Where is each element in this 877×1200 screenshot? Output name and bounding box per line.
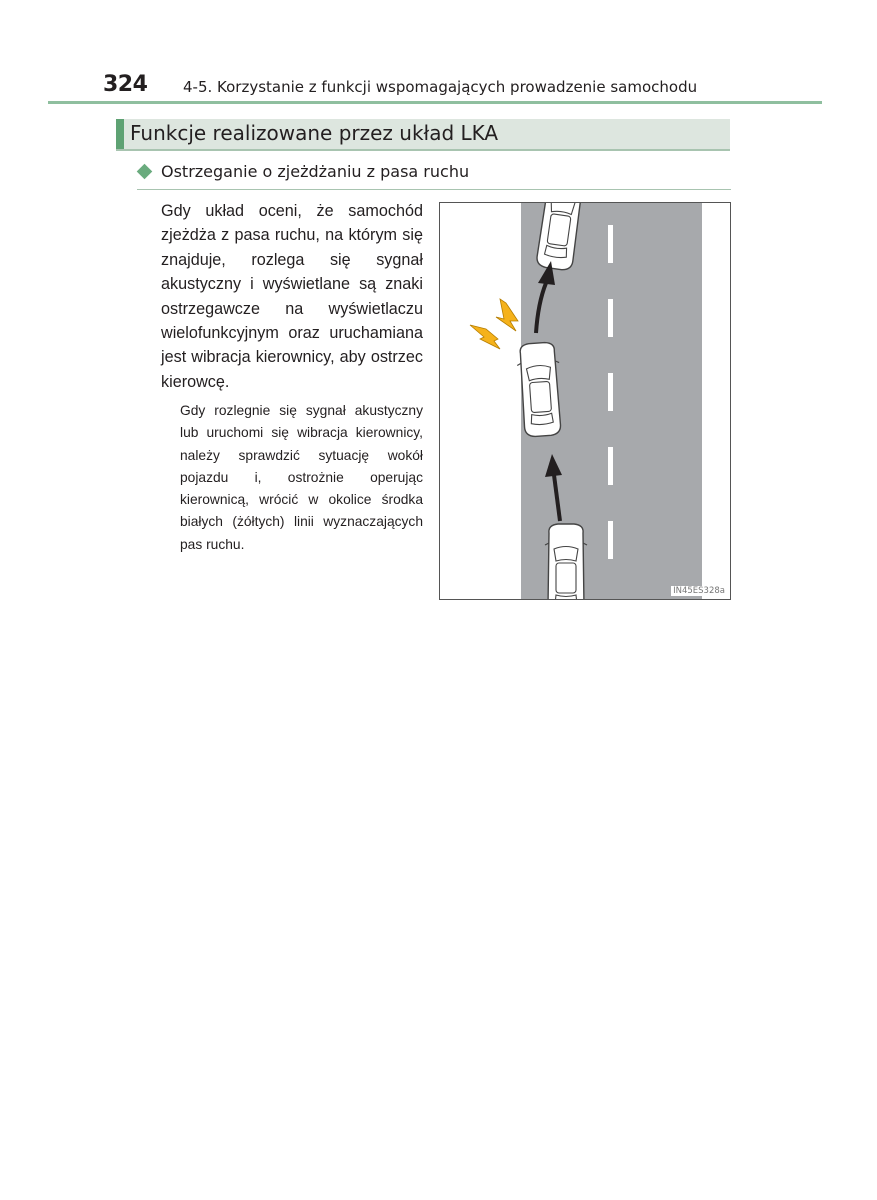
diamond-bullet-icon bbox=[137, 164, 153, 180]
car-behind bbox=[545, 524, 587, 599]
page-number: 324 bbox=[103, 72, 148, 97]
subsection-title: Ostrzeganie o zjeżdżaniu z pasa ruchu bbox=[161, 162, 470, 181]
left-edge-line bbox=[513, 203, 521, 599]
road-diagram bbox=[440, 203, 730, 599]
main-paragraph: Gdy układ oceni, że samochód zjeżdża z pasa ruchu, na którym się znajduje, rozlega się sygnał akustyczny i wyświetlane są znaki ostrzegawcze na wyświetlaczu wielofunkcyjnym oraz uruchamiana jest wibracja kierownicy, aby ostrzec kierowcę. bbox=[161, 202, 423, 391]
right-edge-line bbox=[702, 203, 710, 599]
section-heading-bar bbox=[116, 119, 730, 151]
subsection-divider bbox=[137, 189, 731, 190]
figure-code: IN45ES328a bbox=[673, 586, 725, 596]
subsection-heading bbox=[137, 162, 731, 190]
chapter-title: 4-5. Korzystanie z funkcji wspomagających prowadzenie samochodu bbox=[183, 78, 698, 96]
header-divider bbox=[48, 101, 822, 104]
section-accent bbox=[116, 119, 124, 149]
note-paragraph: Gdy rozlegnie się sygnał akustyczny lub uruchomi się wibracja kierownicy, należy sprawdzić sytuację wokół pojazdu i, ostrożnie operując kierownicą, wrócić w okolice środka białych (żółtych) linii wyznaczających pas ruchu. bbox=[180, 403, 423, 552]
lane-departure-illustration bbox=[439, 202, 731, 600]
section-title: Funkcje realizowane przez układ LKA bbox=[130, 121, 499, 145]
